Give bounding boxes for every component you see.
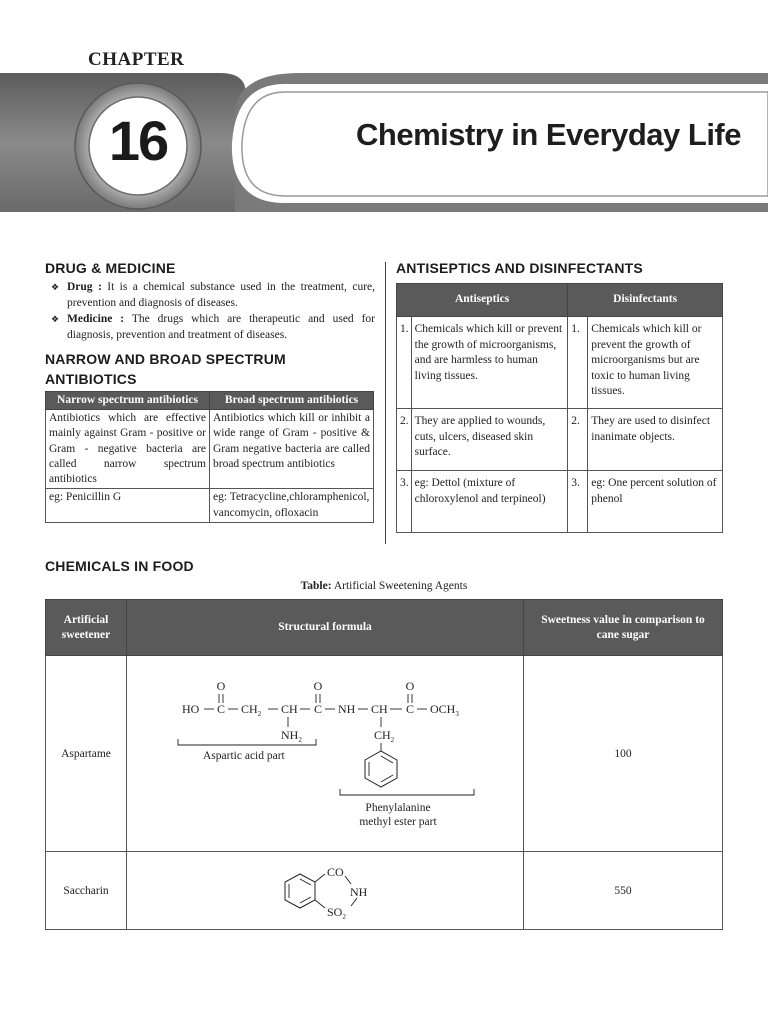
bullet-icon: ❖ [51,314,60,324]
table-header: Antiseptics [397,284,568,317]
column-divider [385,262,386,544]
phenylalanine-label: Phenylalanine [365,801,431,814]
table-header: Artificial sweetener [46,600,127,656]
table-row [397,409,723,471]
group-och3: $OCH_3$ [430,701,459,718]
table-header: Disinfectants [568,284,723,317]
chemicals-in-food-heading: CHEMICALS IN FOOD [45,558,194,574]
definition-medicine: The drugs which are therapeutic and used for diagnosis, prevention and treatment of diseases. [67,313,375,341]
caption-label: Table: [300,580,332,592]
table-row [397,317,723,409]
atom-c: C [216,701,226,716]
sweetness-value: 100 [524,656,723,852]
atom-o: O [216,678,226,693]
group-so2: $SO_2$ [327,904,346,921]
group-nh: NH [338,701,356,716]
table-cell: Antibiotics which kill or inhibit a wide range of Gram - positive & Gram negative bacteria are called broad spectrum antibiotics [210,410,374,489]
table-row [46,489,374,523]
caption-text: Artificial Sweetening Agents [333,580,468,592]
group-nh2: $NH_2$ [281,727,302,744]
drug-medicine-list [45,279,375,343]
aspartic-acid-label: Aspartic acid part [203,749,285,762]
sweeteners-table [45,599,723,930]
row-number: 2. [397,409,412,471]
atom-c: C [405,701,415,716]
sweetener-name: Saccharin [46,852,127,930]
table-header: Structural formula [127,600,524,656]
antiseptics-table [396,283,723,533]
table-row [46,410,374,489]
group-ch: CH [281,701,298,716]
drug-medicine-heading: DRUG & MEDICINE [45,260,176,276]
table-cell: Chemicals which kill or prevent the growth of microorganisms but are toxic to human living tissues. [588,317,723,409]
term-medicine: Medicine : [67,313,125,325]
row-number: 1. [397,317,412,409]
term-drug: Drug : [67,281,102,293]
table-cell: eg: Dettol (mixture of chloroxylenol and terpineol) [411,471,568,533]
group-ch2: $CH_2$ [374,727,395,744]
bullet-icon: ❖ [51,282,60,292]
table-header: Sweetness value in comparison to cane sugar [524,600,723,656]
definition-drug: It is a chemical substance used in the treatment, cure, prevention and diagnosis of diseases. [67,281,376,309]
table-row [46,656,723,852]
table-caption [0,580,768,592]
methyl-ester-label: methyl ester part [359,815,437,828]
list-item [45,311,375,343]
antibiotics-heading: NARROW AND BROAD SPECTRUM ANTIBIOTICS [45,351,286,387]
group-ho: HO [182,701,200,716]
row-number: 1. [568,317,588,409]
group-ch: CH [371,701,388,716]
row-number: 3. [397,471,412,533]
row-number: 3. [568,471,588,533]
sweetness-value: 550 [524,852,723,930]
table-cell: Antibiotics which are effective mainly against Gram - positive or Gram - negative bacteria are called narrow spectrum antibiotics [46,410,210,489]
atom-c: C [313,701,323,716]
table-header: Broad spectrum antibiotics [210,392,374,410]
antiseptics-heading: ANTISEPTICS AND DISINFECTANTS [396,260,643,276]
structural-formula-aspartame [127,656,524,852]
table-cell: Chemicals which kill or prevent the growth of microorganisms, and are harmless to human living tissues. [411,317,568,409]
table-cell: They are used to disinfect inanimate objects. [588,409,723,471]
table-header: Narrow spectrum antibiotics [46,392,210,410]
table-cell: eg: Tetracycline,chloramphenicol, vancomycin, ofloxacin [210,489,374,523]
group-co: CO [327,864,344,879]
table-cell: eg: Penicillin G [46,489,210,523]
table-row [46,852,723,930]
table-row [397,471,723,533]
structural-formula-saccharin [127,852,524,930]
table-cell: eg: One percent solution of phenol [588,471,723,533]
table-cell: They are applied to wounds, cuts, ulcers, diseased skin surface. [411,409,568,471]
row-number: 2. [568,409,588,471]
chapter-number: 16 [108,109,168,172]
group-nh: NH [350,884,368,899]
chapter-title: Chemistry in Everyday Life [356,117,741,152]
list-item [45,279,375,311]
group-ch2: $CH_2$ [241,701,262,718]
chapter-label: CHAPTER [88,49,185,70]
antibiotics-table [45,391,374,523]
atom-o: O [313,678,323,693]
atom-o: O [405,678,415,693]
sweetener-name: Aspartame [46,656,127,852]
